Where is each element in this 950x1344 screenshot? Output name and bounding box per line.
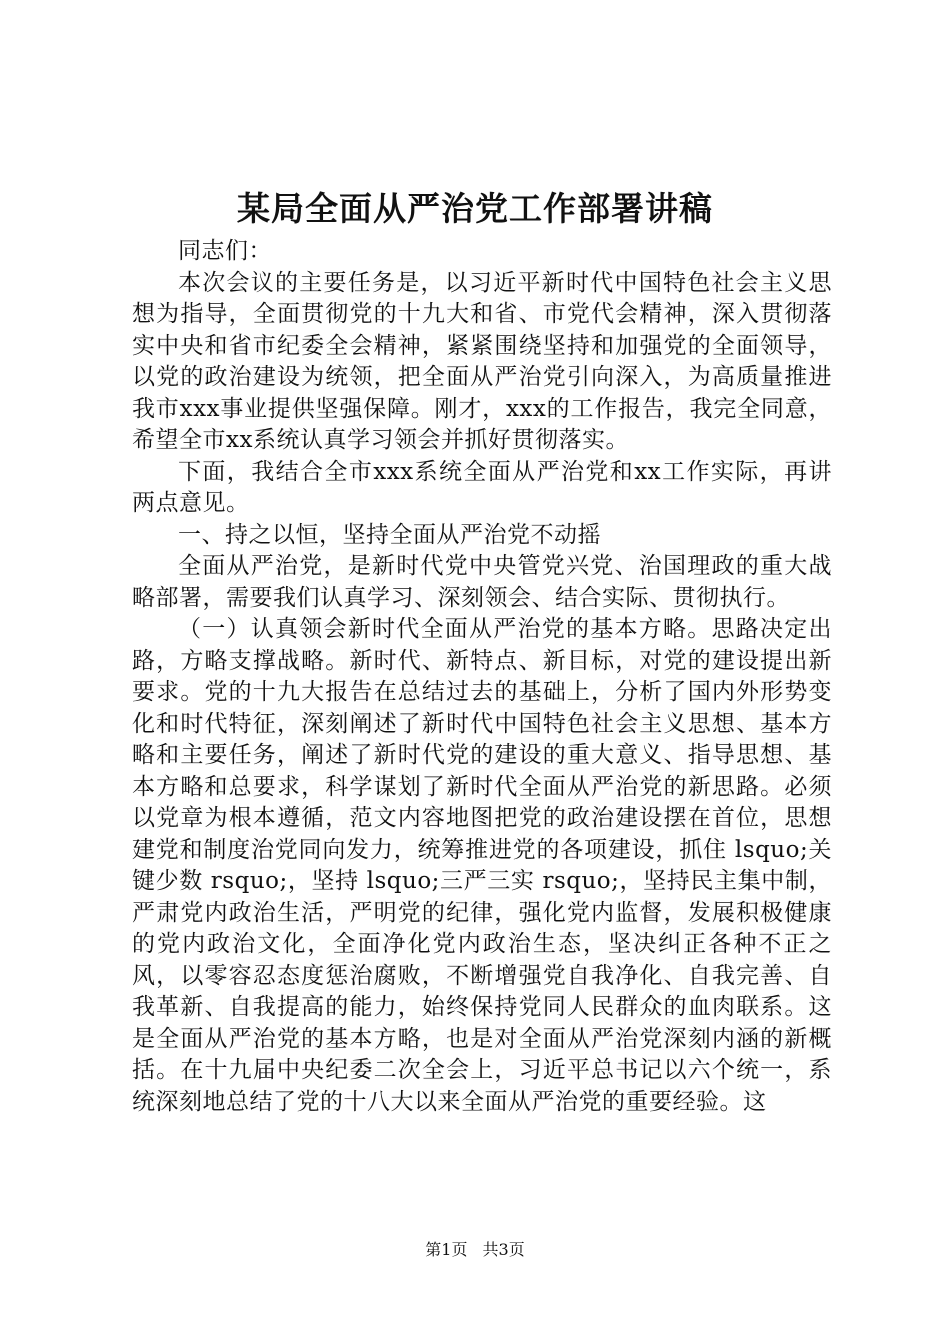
paragraph-subsection-1: （一）认真领会新时代全面从严治党的基本方略。思路决定出路，方略支撑战略。新时代、新特点、新目标，对党的建设提出新要求。党的十九大报告在总结过去的基础上，分析了国内外形势变化和时代特征，深刻阐述了新时代中国特色社会主义思想、基本方略和主要任务，阐述了新时代党的建设的重大意义、指导思想、基本方略和总要求，科学谋划了新时代全面从严治党的新思路。必须以党章为根本遵循，范文内容地图把党的政治建设摆在首位，思想建党和制度治党同向发力，统筹推进党的各项建设，抓住 lsquo;关键少数 rsquo;，坚持 lsquo;三严三实 rsquo;，坚持民主集中制，严肃党内政治生活，严明党的纪律，强化党内监督，发展积极健康的党内政治文化，全面净化党内政治生态，坚决纠正各种不正之风，以零容忍态度惩治腐败，不断增强党自我净化、自我完善、自我革新、自我提高的能力，始终保持党同人民群众的血肉联系。这是全面从严治党的基本方略，也是对全面从严治党深刻内涵的新概括。在十九届中央纪委二次全会上，习近平总书记以六个统一，系统深刻地总结了党的十八大以来全面从严治党的重要经验。这	[132, 616, 832, 1115]
document-title: 某局全面从严治党工作部署讲稿	[237, 189, 713, 228]
document-body	[132, 236, 832, 1118]
page-footer	[0, 1239, 950, 1261]
section-heading-1: 一、持之以恒，坚持全面从严治党不动摇	[178, 521, 601, 548]
paragraph-meeting-task: 本次会议的主要任务是，以习近平新时代中国特色社会主义思想为指导，全面贯彻党的十九大和省、市党代会精神，深入贯彻落实中央和省市纪委全会精神，紧紧围绕坚持和加强党的全面领导，以党的政治建设为统领，把全面从严治党引向深入，为高质量推进我市xxx事业提供坚强保障。刚才，xxx的工作报告，我完全同意，希望全市xx系统认真学习领会并抓好贯彻落实。	[132, 269, 832, 453]
paragraph-two-opinions: 下面，我结合全市xxx系统全面从严治党和xx工作实际，再讲两点意见。	[132, 458, 832, 516]
paragraph-salutation: 同志们：	[178, 238, 272, 264]
page-total: 共3页	[482, 1240, 525, 1259]
page-number: 第1页	[425, 1240, 468, 1259]
paragraph-strategy: 全面从严治党，是新时代党中央管党兴党、治国理政的重大战略部署，需要我们认真学习、深刻领会、结合实际、贯彻执行。	[132, 553, 832, 611]
